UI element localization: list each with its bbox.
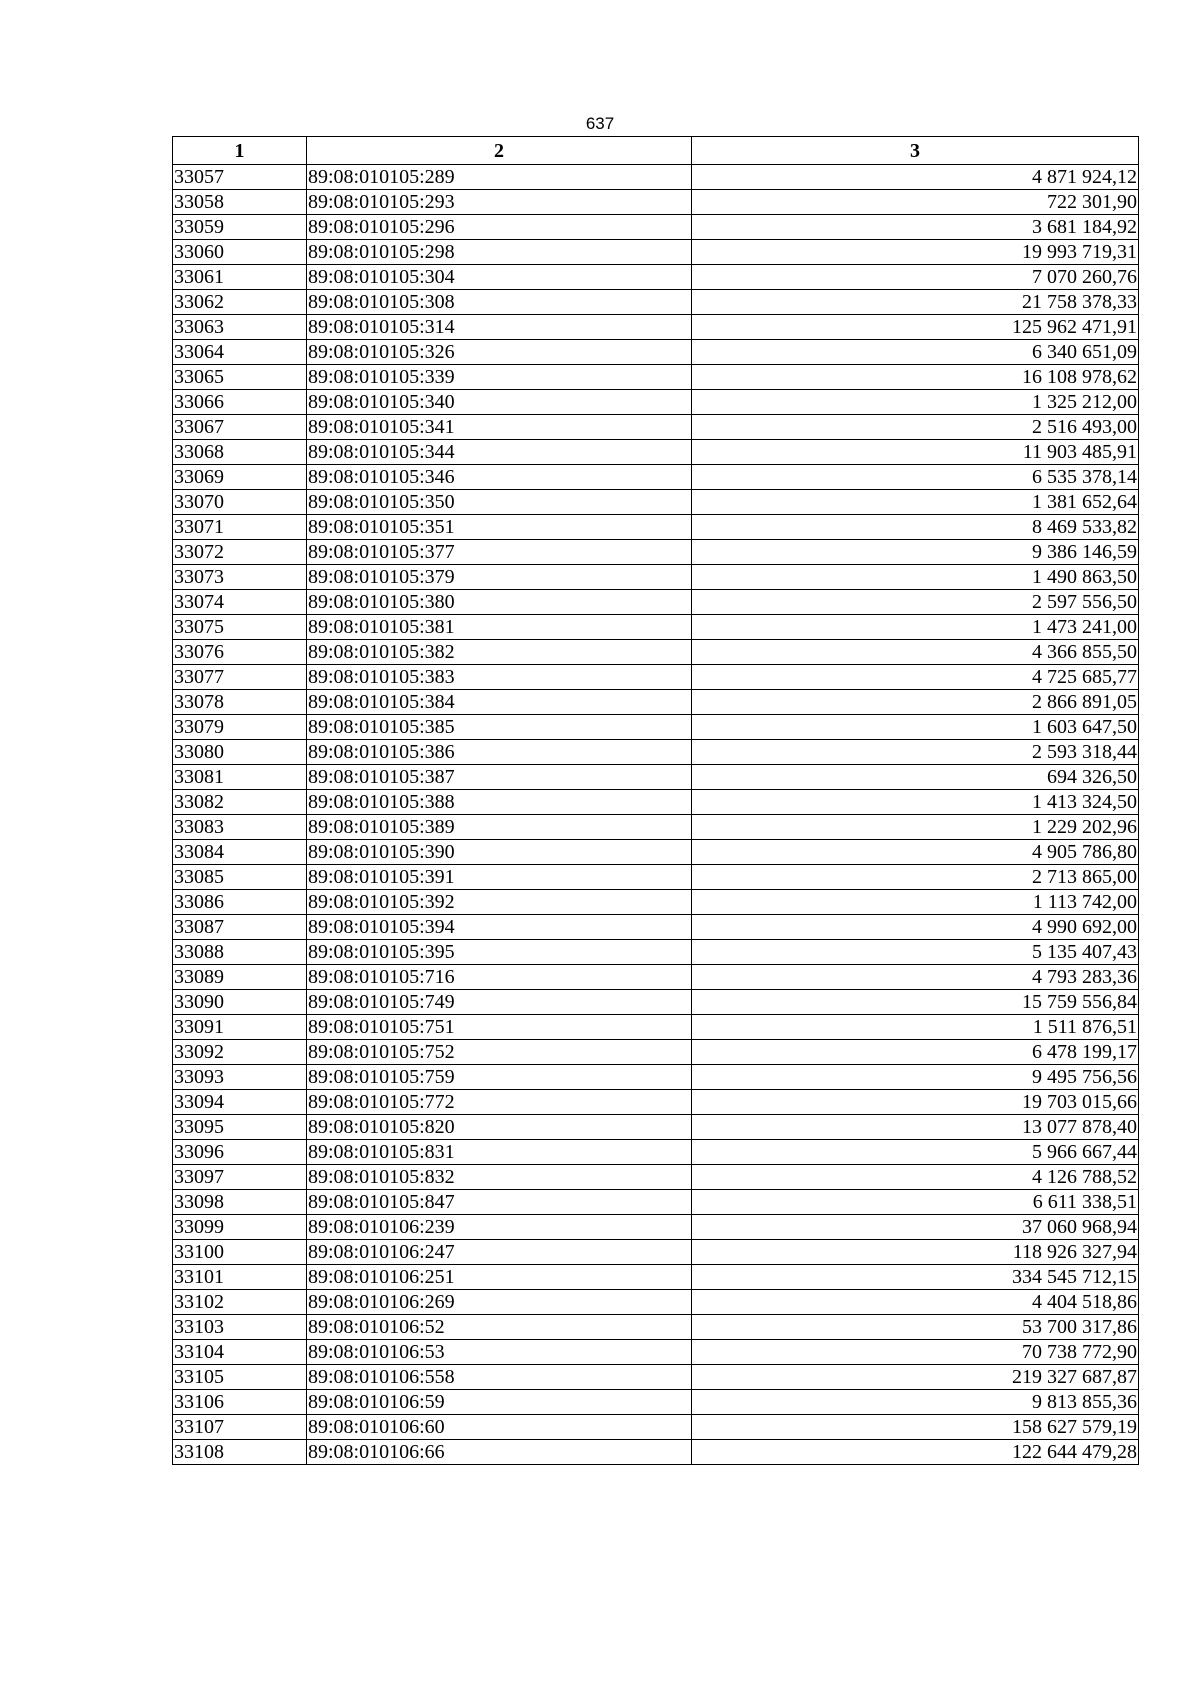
value-cell: 1 325 212,00 [692,390,1139,415]
cadastral-number-cell: 89:08:010105:293 [307,190,692,215]
table-row [173,890,1139,915]
value-cell: 3 681 184,92 [692,215,1139,240]
value-cell: 21 758 378,33 [692,290,1139,315]
table-row [173,865,1139,890]
cadastral-number-cell: 89:08:010105:716 [307,965,692,990]
row-number-cell: 33097 [173,1165,307,1190]
value-cell: 9 495 756,56 [692,1065,1139,1090]
table-row [173,1090,1139,1115]
value-cell: 722 301,90 [692,190,1139,215]
cadastral-number-cell: 89:08:010105:394 [307,915,692,940]
table-row [173,1115,1139,1140]
table-row [173,740,1139,765]
table-row [173,815,1139,840]
row-number-cell: 33060 [173,240,307,265]
table-row [173,1215,1139,1240]
row-number-cell: 33074 [173,590,307,615]
cadastral-number-cell: 89:08:010105:341 [307,415,692,440]
value-cell: 2 516 493,00 [692,415,1139,440]
cadastral-number-cell: 89:08:010105:350 [307,490,692,515]
column-header-3: 3 [692,137,1139,165]
value-cell: 16 108 978,62 [692,365,1139,390]
row-number-cell: 33108 [173,1440,307,1465]
cadastral-number-cell: 89:08:010105:289 [307,165,692,190]
cadastral-number-cell: 89:08:010105:386 [307,740,692,765]
table-row [173,290,1139,315]
column-header-1: 1 [173,137,307,165]
table-row [173,1265,1139,1290]
table-row [173,1190,1139,1215]
row-number-cell: 33082 [173,790,307,815]
table-row [173,615,1139,640]
value-cell: 8 469 533,82 [692,515,1139,540]
cadastral-number-cell: 89:08:010105:751 [307,1015,692,1040]
row-number-cell: 33088 [173,940,307,965]
cadastral-number-cell: 89:08:010105:379 [307,565,692,590]
cadastral-number-cell: 89:08:010106:60 [307,1415,692,1440]
table-row [173,965,1139,990]
value-cell: 13 077 878,40 [692,1115,1139,1140]
table-row [173,165,1139,190]
cadastral-number-cell: 89:08:010105:308 [307,290,692,315]
value-cell: 4 871 924,12 [692,165,1139,190]
cadastral-number-cell: 89:08:010105:382 [307,640,692,665]
value-cell: 6 340 651,09 [692,340,1139,365]
table-row [173,215,1139,240]
cadastral-number-cell: 89:08:010105:395 [307,940,692,965]
value-cell: 6 478 199,17 [692,1040,1139,1065]
value-cell: 2 593 318,44 [692,740,1139,765]
value-cell: 2 713 865,00 [692,865,1139,890]
row-number-cell: 33069 [173,465,307,490]
value-cell: 5 966 667,44 [692,1140,1139,1165]
value-cell: 4 905 786,80 [692,840,1139,865]
table-row [173,540,1139,565]
cadastral-number-cell: 89:08:010105:847 [307,1190,692,1215]
row-number-cell: 33104 [173,1340,307,1365]
table-row [173,340,1139,365]
cadastral-number-cell: 89:08:010105:383 [307,665,692,690]
row-number-cell: 33093 [173,1065,307,1090]
value-cell: 2 866 891,05 [692,690,1139,715]
cadastral-number-cell: 89:08:010106:247 [307,1240,692,1265]
cadastral-number-cell: 89:08:010105:832 [307,1165,692,1190]
table-row [173,1440,1139,1465]
value-cell: 15 759 556,84 [692,990,1139,1015]
row-number-cell: 33105 [173,1365,307,1390]
row-number-cell: 33059 [173,215,307,240]
value-cell: 70 738 772,90 [692,1340,1139,1365]
page-number: 637 [585,114,615,133]
row-number-cell: 33098 [173,1190,307,1215]
table-row [173,190,1139,215]
row-number-cell: 33100 [173,1240,307,1265]
table-row [173,1340,1139,1365]
table-row [173,415,1139,440]
row-number-cell: 33090 [173,990,307,1015]
cadastral-number-cell: 89:08:010105:749 [307,990,692,1015]
cadastral-number-cell: 89:08:010105:339 [307,365,692,390]
value-cell: 1 113 742,00 [692,890,1139,915]
table-row [173,840,1139,865]
row-number-cell: 33089 [173,965,307,990]
table-row [173,1290,1139,1315]
row-number-cell: 33084 [173,840,307,865]
value-cell: 334 545 712,15 [692,1265,1139,1290]
table-row [173,640,1139,665]
table-row [173,465,1139,490]
row-number-cell: 33077 [173,665,307,690]
header-row [173,137,1139,165]
value-cell: 11 903 485,91 [692,440,1139,465]
row-number-cell: 33102 [173,1290,307,1315]
value-cell: 5 135 407,43 [692,940,1139,965]
value-cell: 1 413 324,50 [692,790,1139,815]
value-cell: 9 386 146,59 [692,540,1139,565]
cadastral-number-cell: 89:08:010105:388 [307,790,692,815]
value-cell: 1 473 241,00 [692,615,1139,640]
table-row [173,1415,1139,1440]
cadastral-number-cell: 89:08:010105:772 [307,1090,692,1115]
cadastral-number-cell: 89:08:010106:239 [307,1215,692,1240]
cadastral-number-cell: 89:08:010105:752 [307,1040,692,1065]
cadastral-number-cell: 89:08:010105:392 [307,890,692,915]
value-cell: 1 603 647,50 [692,715,1139,740]
table-row [173,440,1139,465]
table-row [173,765,1139,790]
table-row [173,365,1139,390]
value-cell: 4 793 283,36 [692,965,1139,990]
cadastral-number-cell: 89:08:010105:759 [307,1065,692,1090]
cadastral-number-cell: 89:08:010105:820 [307,1115,692,1140]
table-row [173,940,1139,965]
cadastral-number-cell: 89:08:010105:304 [307,265,692,290]
table-row [173,240,1139,265]
table-row [173,1365,1139,1390]
row-number-cell: 33096 [173,1140,307,1165]
row-number-cell: 33058 [173,190,307,215]
cadastral-number-cell: 89:08:010105:390 [307,840,692,865]
row-number-cell: 33107 [173,1415,307,1440]
row-number-cell: 33095 [173,1115,307,1140]
row-number-cell: 33085 [173,865,307,890]
table-row [173,590,1139,615]
row-number-cell: 33063 [173,315,307,340]
cadastral-number-cell: 89:08:010106:66 [307,1440,692,1465]
value-cell: 1 229 202,96 [692,815,1139,840]
cadastral-number-cell: 89:08:010106:251 [307,1265,692,1290]
table-row [173,915,1139,940]
row-number-cell: 33065 [173,365,307,390]
value-cell: 53 700 317,86 [692,1315,1139,1340]
value-cell: 694 326,50 [692,765,1139,790]
row-number-cell: 33081 [173,765,307,790]
cadastral-number-cell: 89:08:010105:377 [307,540,692,565]
value-cell: 1 490 863,50 [692,565,1139,590]
row-number-cell: 33092 [173,1040,307,1065]
table-row [173,1040,1139,1065]
value-cell: 4 126 788,52 [692,1165,1139,1190]
cadastral-number-cell: 89:08:010105:346 [307,465,692,490]
table-row [173,490,1139,515]
row-number-cell: 33099 [173,1215,307,1240]
cadastral-number-cell: 89:08:010105:326 [307,340,692,365]
row-number-cell: 33091 [173,1015,307,1040]
table-row [173,565,1139,590]
table-row [173,990,1139,1015]
cadastral-number-cell: 89:08:010105:314 [307,315,692,340]
value-cell: 122 644 479,28 [692,1440,1139,1465]
value-cell: 6 611 338,51 [692,1190,1139,1215]
row-number-cell: 33076 [173,640,307,665]
value-cell: 4 990 692,00 [692,915,1139,940]
row-number-cell: 33101 [173,1265,307,1290]
cadastral-number-cell: 89:08:010105:351 [307,515,692,540]
cadastral-number-cell: 89:08:010105:387 [307,765,692,790]
value-cell: 219 327 687,87 [692,1365,1139,1390]
table-row [173,1140,1139,1165]
cadastral-number-cell: 89:08:010105:385 [307,715,692,740]
value-cell: 125 962 471,91 [692,315,1139,340]
cadastral-number-cell: 89:08:010105:391 [307,865,692,890]
value-cell: 158 627 579,19 [692,1415,1139,1440]
row-number-cell: 33071 [173,515,307,540]
table-body [173,165,1139,1465]
table-row [173,715,1139,740]
table-row [173,390,1139,415]
value-cell: 1 511 876,51 [692,1015,1139,1040]
row-number-cell: 33078 [173,690,307,715]
row-number-cell: 33064 [173,340,307,365]
value-cell: 37 060 968,94 [692,1215,1139,1240]
value-cell: 4 366 855,50 [692,640,1139,665]
row-number-cell: 33086 [173,890,307,915]
cadastral-number-cell: 89:08:010105:296 [307,215,692,240]
row-number-cell: 33106 [173,1390,307,1415]
cadastral-number-cell: 89:08:010105:298 [307,240,692,265]
cadastral-number-cell: 89:08:010105:344 [307,440,692,465]
table-row [173,1315,1139,1340]
table-row [173,790,1139,815]
cadastral-number-cell: 89:08:010106:53 [307,1340,692,1365]
cadastral-number-cell: 89:08:010105:389 [307,815,692,840]
row-number-cell: 33080 [173,740,307,765]
value-cell: 4 404 518,86 [692,1290,1139,1315]
column-header-2: 2 [307,137,692,165]
row-number-cell: 33079 [173,715,307,740]
table-row [173,1015,1139,1040]
row-number-cell: 33083 [173,815,307,840]
row-number-cell: 33087 [173,915,307,940]
row-number-cell: 33067 [173,415,307,440]
row-number-cell: 33061 [173,265,307,290]
value-cell: 2 597 556,50 [692,590,1139,615]
table-row [173,1240,1139,1265]
row-number-cell: 33062 [173,290,307,315]
row-number-cell: 33073 [173,565,307,590]
table-row [173,690,1139,715]
cadastral-number-cell: 89:08:010106:59 [307,1390,692,1415]
row-number-cell: 33066 [173,390,307,415]
cadastral-number-cell: 89:08:010105:380 [307,590,692,615]
cadastral-number-cell: 89:08:010105:384 [307,690,692,715]
row-number-cell: 33068 [173,440,307,465]
value-cell: 4 725 685,77 [692,665,1139,690]
table-row [173,315,1139,340]
cadastral-number-cell: 89:08:010105:831 [307,1140,692,1165]
row-number-cell: 33057 [173,165,307,190]
row-number-cell: 33094 [173,1090,307,1115]
value-cell: 7 070 260,76 [692,265,1139,290]
data-table [172,136,1139,1465]
table-row [173,665,1139,690]
value-cell: 9 813 855,36 [692,1390,1139,1415]
cadastral-number-cell: 89:08:010106:558 [307,1365,692,1390]
row-number-cell: 33103 [173,1315,307,1340]
cadastral-number-cell: 89:08:010105:381 [307,615,692,640]
row-number-cell: 33075 [173,615,307,640]
cadastral-number-cell: 89:08:010106:52 [307,1315,692,1340]
value-cell: 19 993 719,31 [692,240,1139,265]
value-cell: 118 926 327,94 [692,1240,1139,1265]
value-cell: 6 535 378,14 [692,465,1139,490]
table-row [173,1390,1139,1415]
row-number-cell: 33072 [173,540,307,565]
table-row [173,515,1139,540]
table-row [173,1165,1139,1190]
cadastral-number-cell: 89:08:010106:269 [307,1290,692,1315]
cadastral-number-cell: 89:08:010105:340 [307,390,692,415]
table-row [173,265,1139,290]
value-cell: 1 381 652,64 [692,490,1139,515]
value-cell: 19 703 015,66 [692,1090,1139,1115]
row-number-cell: 33070 [173,490,307,515]
table-row [173,1065,1139,1090]
